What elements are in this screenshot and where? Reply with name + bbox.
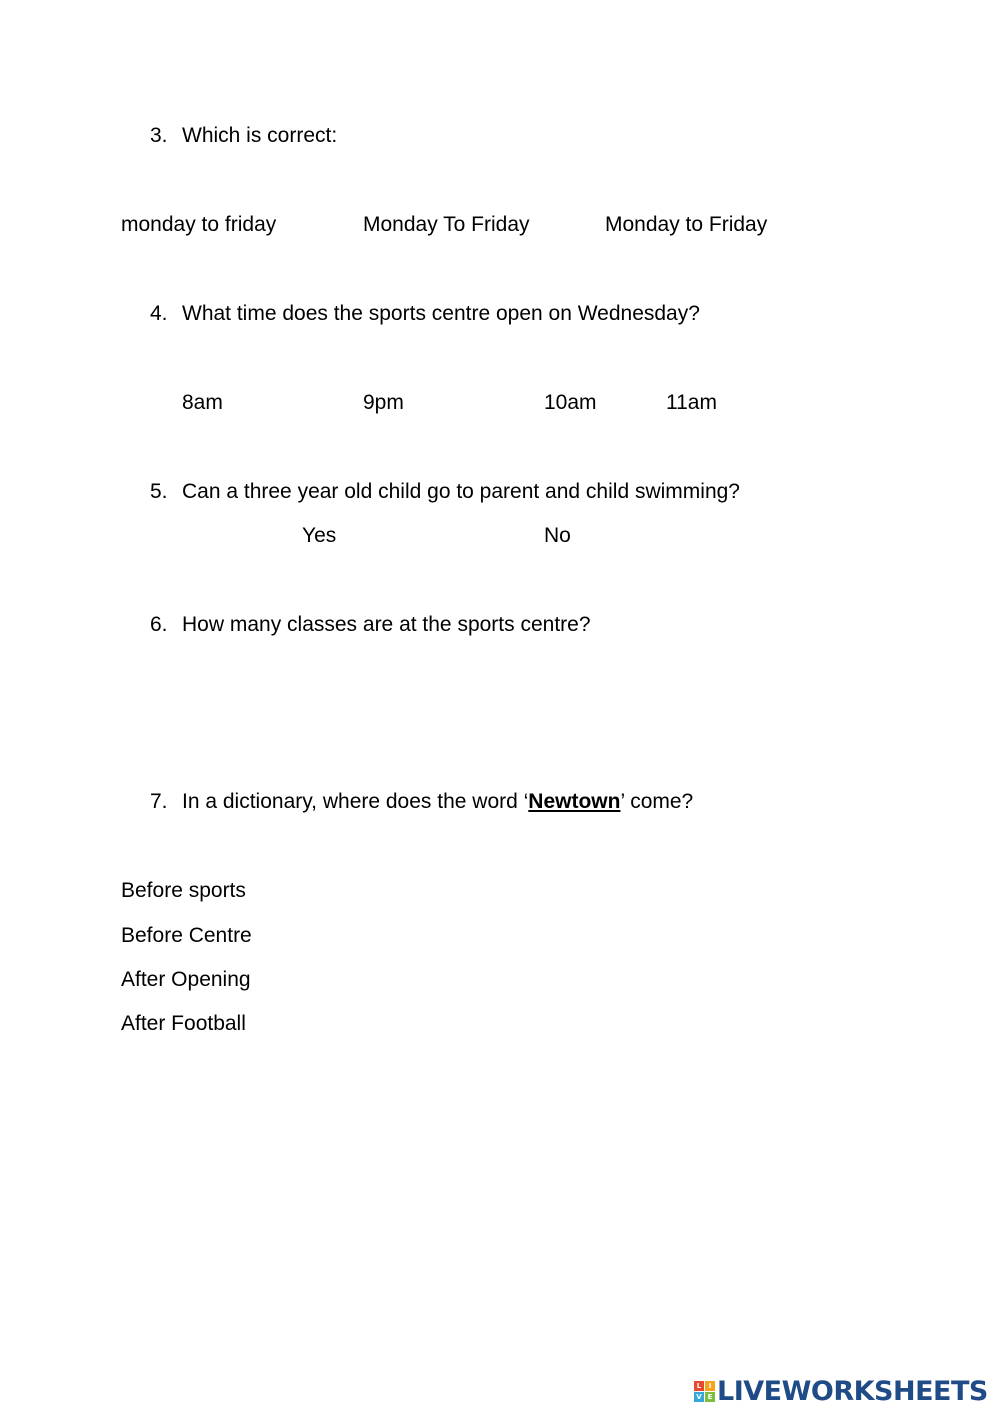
logo-letter-e: E — [705, 1392, 715, 1402]
q7-option-4[interactable]: After Football — [121, 1012, 246, 1035]
q3-option-1[interactable]: monday to friday — [121, 213, 277, 236]
question-3-text: Which is correct: — [182, 124, 338, 147]
q3-option-3[interactable]: Monday to Friday — [605, 213, 768, 236]
question-5-text: Can a three year old child go to parent and child swimming? — [182, 480, 740, 503]
q4-option-3[interactable]: 10am — [544, 391, 597, 414]
logo-letter-l: L — [694, 1381, 704, 1391]
q7-keyword: Newtown — [528, 790, 621, 813]
q7-option-2[interactable]: Before Centre — [121, 924, 252, 947]
logo-letter-v: V — [694, 1392, 704, 1402]
question-6-number: 6. — [150, 613, 168, 636]
q7-text-after: ’ come? — [620, 790, 694, 813]
q7-text-before: In a dictionary, where does the word ‘ — [182, 790, 529, 813]
q7-option-1[interactable]: Before sports — [121, 879, 246, 902]
question-4-number: 4. — [150, 302, 168, 325]
q5-option-no[interactable]: No — [544, 524, 571, 547]
question-7-number: 7. — [150, 790, 168, 813]
question-3-number: 3. — [150, 124, 168, 147]
question-4-text: What time does the sports centre open on Wednesday? — [182, 302, 700, 325]
liveworksheets-wordmark: LIVEWORKSHEETS — [717, 1375, 988, 1407]
liveworksheets-branding — [694, 1374, 988, 1408]
q7-option-3[interactable]: After Opening — [121, 968, 251, 991]
q4-option-1[interactable]: 8am — [182, 391, 223, 414]
question-5-number: 5. — [150, 480, 168, 503]
q5-option-yes[interactable]: Yes — [302, 524, 337, 547]
logo-letter-i: I — [705, 1381, 715, 1391]
question-6-text: How many classes are at the sports centre? — [182, 613, 591, 636]
question-7-text — [182, 790, 693, 814]
q3-option-2[interactable]: Monday To Friday — [363, 213, 530, 236]
q4-option-2[interactable]: 9pm — [363, 391, 404, 414]
q4-option-4[interactable]: 11am — [666, 391, 717, 414]
liveworksheets-logo-icon — [694, 1381, 715, 1402]
